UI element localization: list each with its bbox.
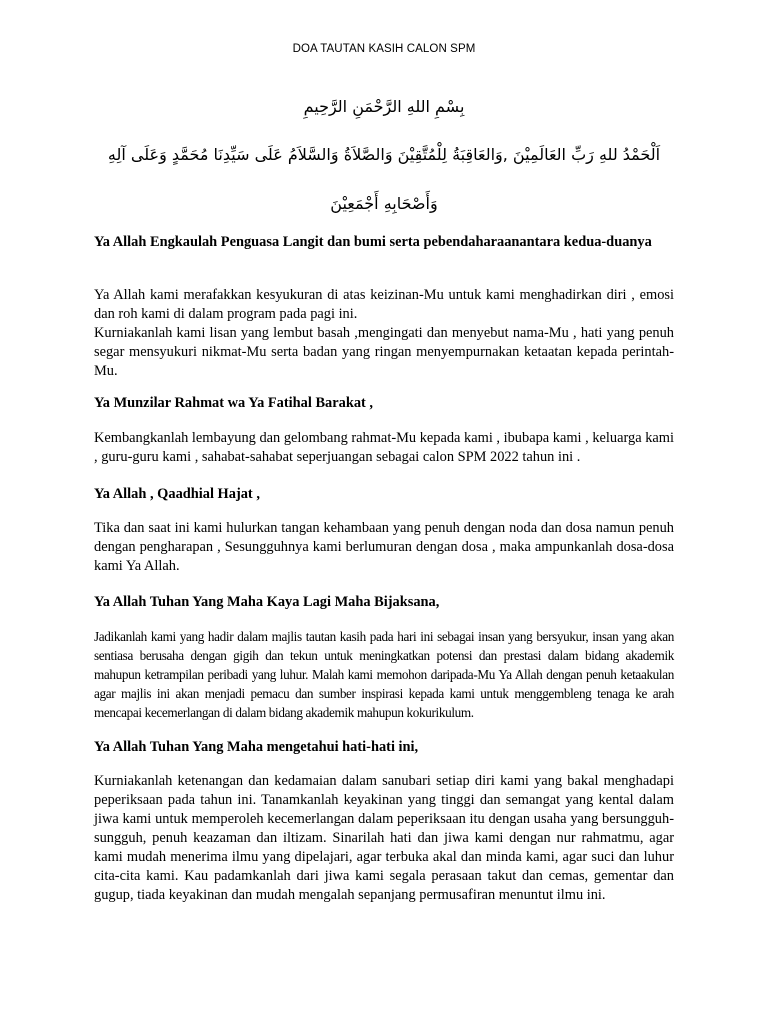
paragraph-2: Kembangkanlah lembayung dan gelombang rahmat-Mu kepada kami , ibubapa kami , keluarga kami , guru-guru kami , sahabat-sahabat seperjuangan sebagai calon SPM 2022 tahun ini .	[94, 430, 674, 465]
heading-3: Ya Allah , Qaadhial Hajat ,	[94, 486, 260, 502]
heading-4: Ya Allah Tuhan Yang Maha Kaya Lagi Maha Bijaksana,	[94, 594, 440, 610]
paragraph-1a: Ya Allah kami merafakkan kesyukuran di atas keizinan-Mu untuk kami menghadirkan diri , emosi dan roh kami di dalam program pada pagi ini.	[94, 287, 674, 322]
heading-1: Ya Allah Engkaulah Penguasa Langit dan bumi serta pebendaharaanantara kedua-duanya	[94, 234, 652, 250]
arabic-praise-line: اَلْحَمْدُ للهِ رَبِّ العَالَمِيْنَ ,وَالعَاقِبَةُ لِلْمُتَّقِيْنَ وَالصَّلاَةُ وَالسَّلاَمُ عَلَى سَيِّدِنَا مُحَمَّدٍ وَعَلَى آلِهِ	[107, 145, 661, 164]
paragraph-4: Jadikanlah kami yang hadir dalam majlis tautan kasih pada hari ini sebagai insan yang bersyukur, insan yang akan sentiasa berusaha dengan gigih dan tekun untuk meningkatkan potensi dan prestasi dalam bidang akademik mahupun ketrampilan peribadi yang luhur. Malah kami memohon daripada-Mu Ya Allah dengan penuh ketaakulan agar majlis ini akan menjadi pemacu dan sumber inspirasi kepada kami untuk menggembleng tenaga ke arah mencapai kecemerlangan di dalam bidang akademik mahupun kokurikulum.	[94, 629, 674, 720]
arabic-praise-line-end: وَأَصْحَابِهِ أَجْمَعِيْنَ	[330, 194, 438, 213]
heading-5: Ya Allah Tuhan Yang Maha mengetahui hati-hati ini,	[94, 739, 419, 755]
paragraph-1	[94, 286, 674, 381]
arabic-basmalah: بِسْمِ اللهِ الرَّحْمَنِ الرَّحِيمِ	[303, 97, 465, 116]
heading-2: Ya Munzilar Rahmat wa Ya Fatihal Barakat ,	[94, 395, 374, 411]
paragraph-1b: Kurniakanlah kami lisan yang lembut basah ,mengingati dan menyebut nama-Mu , hati yang penuh segar mensyukuri nikmat-Mu serta badan yang ringan menyempurnakan ketaatan kepada perintah-Mu.	[94, 325, 674, 379]
paragraph-5: Kurniakanlah ketenangan dan kedamaian dalam sanubari setiap diri kami yang bakal menghadapi peperiksaan pada tahun ini. Tanamkanlah keyakinan yang tinggi dan semangat yang kental dalam jiwa kami untuk memperoleh kecemerlangan dalam peperiksaan itu dengan usaha yang bersungguh-sungguh, penuh keazaman dan iltizam. Sinarilah hati dan jiwa kami dengan nur rahmatmu, agar kami mudah menerima ilmu yang dipelajari, agar terbuka akal dan minda kami, agar suci dan luhur cita-cita kami. Kau padamkanlah dari jiwa kami segala perasaan takut dan cemas, gementar dan gugup, tiada keyakinan dan mudah mengalah sepanjang permusafiran menuntut ilmu ini.	[94, 773, 674, 903]
paragraph-3: Tika dan saat ini kami hulurkan tangan kehambaan yang penuh dengan noda dan dosa namun penuh dengan pengharapan , Sesungguhnya kami berlumuran dengan dosa , maka ampunkanlah dosa-dosa kami Ya Allah.	[94, 520, 674, 574]
document-title: DOA TAUTAN KASIH CALON SPM	[292, 43, 476, 55]
